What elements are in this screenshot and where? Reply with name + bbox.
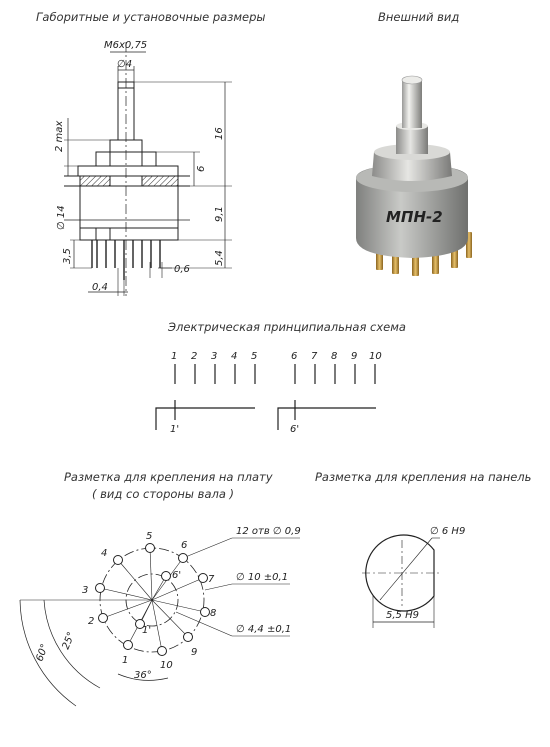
plate-pattern <box>20 538 300 706</box>
terminal-4: 4 <box>231 351 238 362</box>
pin-number-7: 7 <box>208 574 215 585</box>
panel-flat-label: 5,5 H9 <box>386 610 419 621</box>
plate-common-1: 1' <box>142 625 152 636</box>
pin-number-2: 2 <box>88 616 95 627</box>
holes-label: 12 отв ∅ 0,9 <box>236 526 301 537</box>
terminal-1: 1 <box>171 351 178 362</box>
shaft-len-label: 16 <box>214 127 225 140</box>
terminal-10: 10 <box>369 351 382 362</box>
terminal-5: 5 <box>251 351 258 362</box>
schematic-labels <box>170 351 382 435</box>
pin-width-label: 0,6 <box>174 264 190 275</box>
pin-number-5: 5 <box>146 531 153 542</box>
panel-mount-title: Разметка для крепления на панель <box>315 470 532 484</box>
body-diam-label: ∅ 14 <box>56 205 67 230</box>
pin-number-10: 10 <box>160 660 173 671</box>
nut-height-label: 6 <box>196 165 207 172</box>
terminal-6: 6 <box>291 351 298 362</box>
panel-hole-label: ∅ 6 H9 <box>430 526 466 537</box>
product-photo <box>356 76 472 276</box>
angle-mid-label: 25° <box>60 630 78 652</box>
center-label: ∅ 4,4 ±0,1 <box>236 624 292 635</box>
pin-number-8: 8 <box>210 608 217 619</box>
plate-common-2: 6' <box>172 570 182 581</box>
thread-label: M6x0,75 <box>104 40 148 51</box>
angle-outer-label: 60° <box>34 642 51 664</box>
pin-pitch-label: 0,4 <box>92 282 108 293</box>
dimensions-title: Габоритные и установочные размеры <box>36 10 266 24</box>
plate-mount-note: ( вид со стороны вала ) <box>92 487 235 501</box>
pin-len-left-label: 3,5 <box>62 248 73 264</box>
common-2-label: 6' <box>290 424 300 435</box>
pin-number-6: 6 <box>181 540 188 551</box>
schematic-title: Электрическая принципиальная схема <box>168 320 406 334</box>
body-height-label: 9,1 <box>214 206 225 222</box>
max-height-label: 2 max <box>54 120 65 152</box>
terminal-3: 3 <box>211 351 218 362</box>
common-1-label: 1' <box>170 424 180 435</box>
pin-number-3: 3 <box>82 585 89 596</box>
pin-number-1: 1 <box>122 655 129 666</box>
circle-label: ∅ 10 ±0,1 <box>236 572 289 583</box>
pin-len-right-label: 5,4 <box>214 250 225 266</box>
plate-mount-title: Разметка для крепления на плату <box>64 470 273 484</box>
angle-inner-label: 36° <box>134 670 152 681</box>
terminal-9: 9 <box>351 351 358 362</box>
appearance-title: Внешний вид <box>378 10 460 24</box>
terminal-7: 7 <box>311 351 318 362</box>
terminal-8: 8 <box>331 351 338 362</box>
schematic <box>156 364 376 430</box>
terminal-2: 2 <box>191 351 198 362</box>
product-label: МПН-2 <box>386 208 443 226</box>
shaft-diam-label: ∅4 <box>117 59 133 70</box>
panel-labels <box>386 526 465 621</box>
pin-number-4: 4 <box>101 548 108 559</box>
pin-number-9: 9 <box>191 647 198 658</box>
